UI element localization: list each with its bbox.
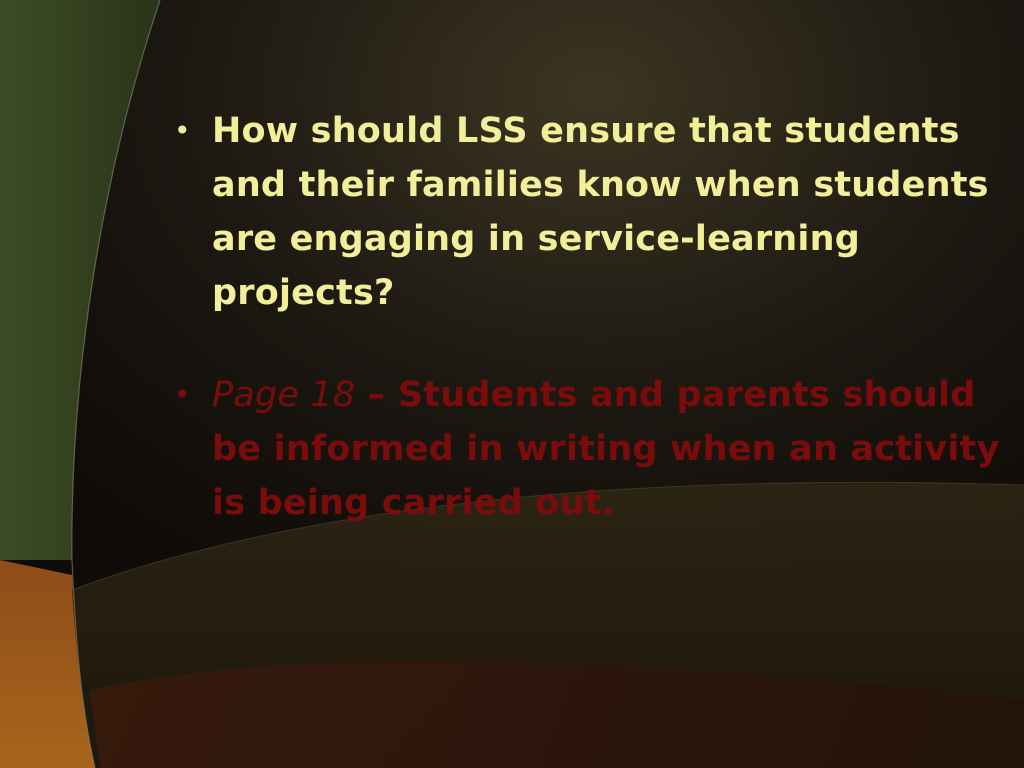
reference-separator: – bbox=[355, 375, 398, 415]
bullet-question bbox=[172, 104, 1012, 320]
bullet-answer bbox=[172, 368, 1012, 530]
answer-text: Students and parents should be informed in writing when an activity is being carried out. bbox=[212, 375, 1000, 523]
bullet-marker: • bbox=[174, 378, 191, 411]
page-reference: Page 18 bbox=[212, 375, 356, 415]
bullet-marker: • bbox=[174, 114, 191, 147]
slide-body bbox=[172, 104, 1012, 530]
question-text: How should LSS ensure that students and their families know when students are engaging in service-learning projects? bbox=[212, 111, 989, 313]
